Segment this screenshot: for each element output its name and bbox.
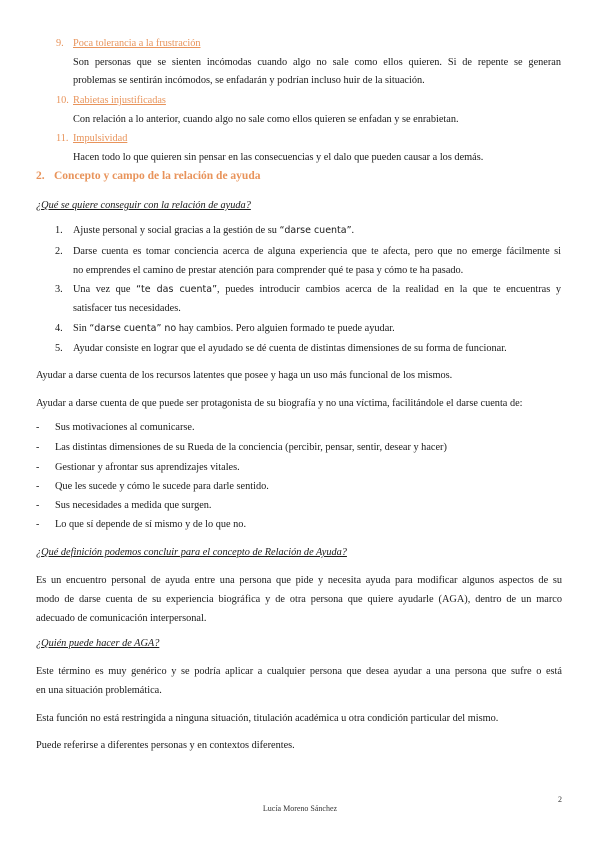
paragraph-line: modo de darse cuenta de su experiencia biográfica y de otra persona que quiere ayudarle (AGA), dentro de un marco xyxy=(36,594,562,605)
list-item-continuation: no emprendes el camino de prestar atención para comprender qué te pasa y cómo te ha pasado. xyxy=(73,265,464,276)
bullet-item: Que les sucede y cómo le sucede para darle sentido. xyxy=(55,481,269,492)
paragraph-line: problemas se sentirán incómodos, se enfadarán y podrían incluso huir de la situación. xyxy=(73,75,425,86)
sub-item-title: Rabietas injustificadas xyxy=(73,95,166,106)
sub-item-number: 11. xyxy=(56,133,69,144)
question-heading: ¿Qué definición podemos concluir para el concepto de Relación de Ayuda? xyxy=(36,547,347,558)
section-title: Concepto y campo de la relación de ayuda xyxy=(54,170,261,182)
bullet-item: Lo que sí depende de sí mismo y de lo que no. xyxy=(55,519,247,530)
bullet-marker: - xyxy=(36,519,40,530)
footer-author: Lucía Moreno Sánchez xyxy=(262,804,338,813)
sub-item-title: Poca tolerancia a la frustración xyxy=(73,38,201,49)
paragraph-line: Es un encuentro personal de ayuda entre una persona que pide y necesita ayuda para modificar algunos aspectos de su xyxy=(36,575,562,586)
list-number: 4. xyxy=(55,323,63,334)
bullet-item: Las distintas dimensiones de su Rueda de la conciencia (percibir, pensar, sentir, desear y hacer) xyxy=(55,442,447,453)
bullet-marker: - xyxy=(36,462,40,473)
list-item: Sin “darse cuenta” no hay cambios. Pero alguien formado te puede ayudar. xyxy=(73,323,395,334)
paragraph: Ayudar a darse cuenta de los recursos latentes que posee y haga un uso más funcional de los mismos. xyxy=(36,370,453,381)
bullet-marker: - xyxy=(36,500,40,511)
question-heading: ¿Quién puede hacer de AGA? xyxy=(36,638,160,649)
section-number: 2. xyxy=(36,170,45,182)
sub-item-number: 9. xyxy=(56,38,64,49)
paragraph-line: Son personas que se sienten incómodas cuando algo no sale como ellos quieren. Si de repente se generan xyxy=(73,57,561,68)
bullet-marker: - xyxy=(36,481,40,492)
list-item: Ajuste personal y social gracias a la gestión de su “darse cuenta”. xyxy=(73,225,355,236)
paragraph-line: en una situación problemática. xyxy=(36,685,162,696)
list-item: Darse cuenta es tomar conciencia acerca de alguna experiencia que te afecta, pero que no emerge fácilmente si xyxy=(73,246,561,257)
bullet-marker: - xyxy=(36,442,40,453)
sub-item-title: Impulsividad xyxy=(73,133,128,144)
sub-item-number: 10. xyxy=(56,95,69,106)
paragraph: Ayudar a darse cuenta de que puede ser protagonista de su biografía y no una víctima, facilitándole el darse cuenta de: xyxy=(36,398,523,409)
question-heading: ¿Qué se quiere conseguir con la relación de ayuda? xyxy=(36,200,251,211)
bullet-item: Sus necesidades a medida que surgen. xyxy=(55,500,212,511)
bullet-item: Gestionar y afrontar sus aprendizajes vitales. xyxy=(55,462,240,473)
list-number: 1. xyxy=(55,225,63,236)
page-number: 2 xyxy=(558,795,562,804)
list-number: 3. xyxy=(55,284,63,295)
paragraph-line: adecuado de comunicación interpersonal. xyxy=(36,613,207,624)
list-item: Una vez que “te das cuenta”, puedes introducir cambios acerca de la realidad en la que te encuentras y xyxy=(73,284,561,295)
bullet-item: Sus motivaciones al comunicarse. xyxy=(55,422,195,433)
paragraph: Puede referirse a diferentes personas y en contextos diferentes. xyxy=(36,740,295,751)
paragraph-line: Con relación a lo anterior, cuando algo no sale como ellos quieren se enfadan y se enrabietan. xyxy=(73,114,459,125)
paragraph: Esta función no está restringida a ninguna situación, titulación académica u otra condición particular del mismo. xyxy=(36,713,499,724)
paragraph-line: Hacen todo lo que quieren sin pensar en las consecuencias y el dalo que pueden causar a los demás. xyxy=(73,152,484,163)
list-number: 2. xyxy=(55,246,63,257)
list-number: 5. xyxy=(55,343,63,354)
bullet-marker: - xyxy=(36,422,40,433)
paragraph-line: Este término es muy genérico y se podría aplicar a cualquier persona que desea ayudar a una persona que sufre o está xyxy=(36,666,562,677)
list-item: Ayudar consiste en lograr que el ayudado se dé cuenta de distintas dimensiones de su forma de funcionar. xyxy=(73,343,507,354)
list-item-continuation: satisfacer tus necesidades. xyxy=(73,303,181,314)
